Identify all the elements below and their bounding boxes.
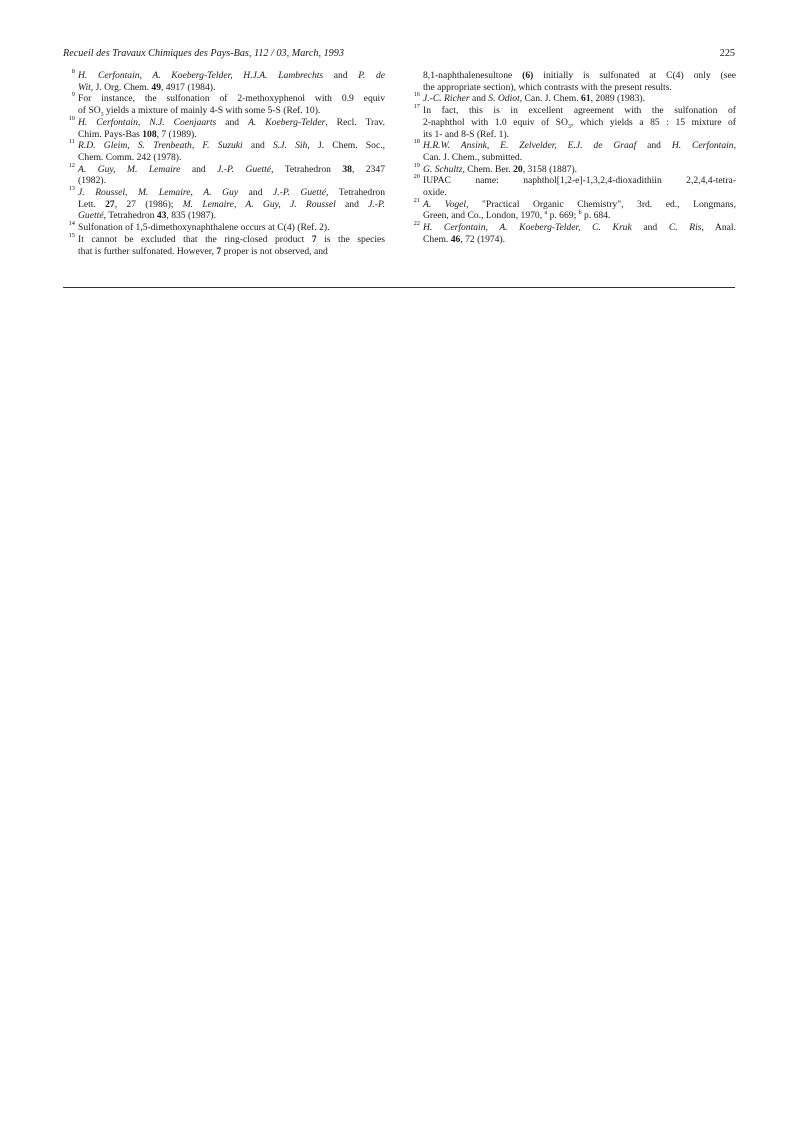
reference-text-line: H. Cerfontain, N.J. Coenjaarts and A. Koeberg-Telder, Recl. Trav. [78, 116, 385, 128]
references-left-column [63, 70, 385, 257]
reference-number: 20 [413, 173, 420, 181]
page-number: 225 [719, 48, 735, 59]
reference-number: 10 [68, 114, 75, 122]
reference-text-line: that is further sulfonated. However, 7 proper is not observed, and [78, 245, 328, 257]
reference-text-line: A. Vogel, "Practical Organic Chemistry", 3rd. ed., Longmans, [423, 198, 736, 210]
reference-text-line: Wit, J. Org. Chem. 49, 4917 (1984). [78, 81, 216, 93]
reference-text-line: H.R.W. Ansink, E. Zelvelder, E.J. de Graaf and H. Cerfontain, [423, 140, 736, 152]
bottom-rule [63, 287, 735, 288]
reference-text-line: Chem. Comm. 242 (1978). [78, 151, 182, 163]
reference-19 [408, 161, 736, 176]
reference-10 [63, 114, 385, 140]
reference-text-line: A. Guy, M. Lemaire and J.-P. Guetté, Tetrahedron 38, 2347 [78, 163, 385, 175]
reference-text-line: of $SO_3$ yields a mixture of mainly 4-S with some 5-S (Ref. 10). [78, 105, 321, 119]
reference-text-line: Guetté, Tetrahedron 43, 835 (1987). [78, 210, 216, 222]
reference-16 [408, 93, 736, 105]
reference-text-line: H. Cerfontain, A. Koeberg-Telder, H.J.A. Lambrechts and P. de [78, 70, 385, 81]
reference-text-line: Green, and Co., London, 1970, $^a$ p. 669; $^b$ p. 684. [423, 210, 611, 222]
reference-number: 9 [71, 91, 75, 99]
reference-text-line: Can. J. Chem., submitted. [423, 151, 523, 163]
reference-text-line: R.D. Gleim, S. Trenbeath, F. Suzuki and S.J. Sih, J. Chem. Soc., [78, 140, 385, 152]
reference-text-line: (1982). [78, 175, 106, 187]
reference-number: 12 [68, 161, 75, 169]
reference-8 [63, 70, 385, 93]
reference-text-line: J. Roussel, M. Lemaire, A. Guy and J.-P. Guetté, Tetrahedron [78, 187, 386, 199]
reference-22 [408, 222, 736, 245]
reference-number: 16 [413, 91, 420, 99]
reference-12 [63, 161, 385, 187]
reference-21 [408, 196, 736, 222]
reference-text-line: In fact, this is in excellent agreement with the sulfonation of [423, 105, 736, 117]
journal-title: Recueil des Travaux Chimiques des Pays-Bas, 112 / 03, March, 1993 [63, 48, 344, 59]
reference-number: 17 [413, 103, 420, 111]
reference-text-line: IUPAC name: naphthol[1,2-e]-1,3,2,4-dioxadithiin 2,2,4,4-tetra- [423, 175, 736, 187]
reference-text-line: J.-C. Richer and S. Odiot, Can. J. Chem. 61, 2089 (1983). [423, 93, 645, 105]
running-header [63, 47, 735, 61]
reference-text-line: Sulfonation of 1,5-dimethoxynaphthalene occurs at C(4) (Ref. 2). [78, 222, 330, 234]
reference-text-line: Lett. 27, 27 (1986); M. Lemaire, A. Guy, J. Roussel and J.-P. [78, 198, 386, 210]
reference-text-line: Chem. 46, 72 (1974). [423, 233, 506, 245]
reference-17 [408, 105, 736, 140]
reference-text-line: 8,1-naphthalenesultone (6) initially is sulfonated at C(4) only (see [423, 70, 736, 81]
reference-text-line: H. Cerfontain, A. Koeberg-Telder, C. Kruk and C. Ris, Anal. [423, 222, 736, 234]
reference-text-line: the appropriate section), which contrasts with the present results. [423, 81, 672, 93]
reference-text-line: For instance, the sulfonation of 2-methoxyphenol with 0.9 equiv [78, 93, 385, 105]
reference-number: 22 [413, 220, 420, 228]
reference-text-line: its 1- and 8-S (Ref. 1). [423, 128, 510, 140]
references-right-column [408, 70, 736, 246]
reference-text-line: oxide. [423, 187, 447, 199]
reference-number: 15 [68, 231, 75, 239]
reference-14 [63, 222, 385, 234]
reference-number: 11 [68, 138, 75, 146]
reference-number: 18 [413, 138, 420, 146]
reference-number: 14 [68, 220, 75, 228]
reference-13 [63, 187, 385, 222]
reference-number: 21 [413, 196, 420, 204]
reference-text-line: 2-naphthol with 1.0 equiv of $SO_3$, which yields a 85 : 15 mixture of [423, 116, 736, 130]
reference-15 [63, 231, 385, 257]
reference-20 [408, 175, 736, 198]
reference-text-line: Chim. Pays-Bas 108, 7 (1989). [78, 128, 197, 140]
reference-18 [408, 140, 736, 163]
reference-number: 13 [68, 185, 75, 193]
reference-continuation [408, 70, 736, 93]
reference-number: 8 [71, 68, 75, 75]
reference-number: 19 [413, 161, 420, 169]
reference-text-line: It cannot be excluded that the ring-closed product 7 is the species [78, 233, 385, 245]
reference-9 [63, 91, 385, 119]
reference-text-line: G. Schultz, Chem. Ber. 20, 3158 (1887). [423, 163, 578, 175]
reference-11 [63, 140, 385, 163]
